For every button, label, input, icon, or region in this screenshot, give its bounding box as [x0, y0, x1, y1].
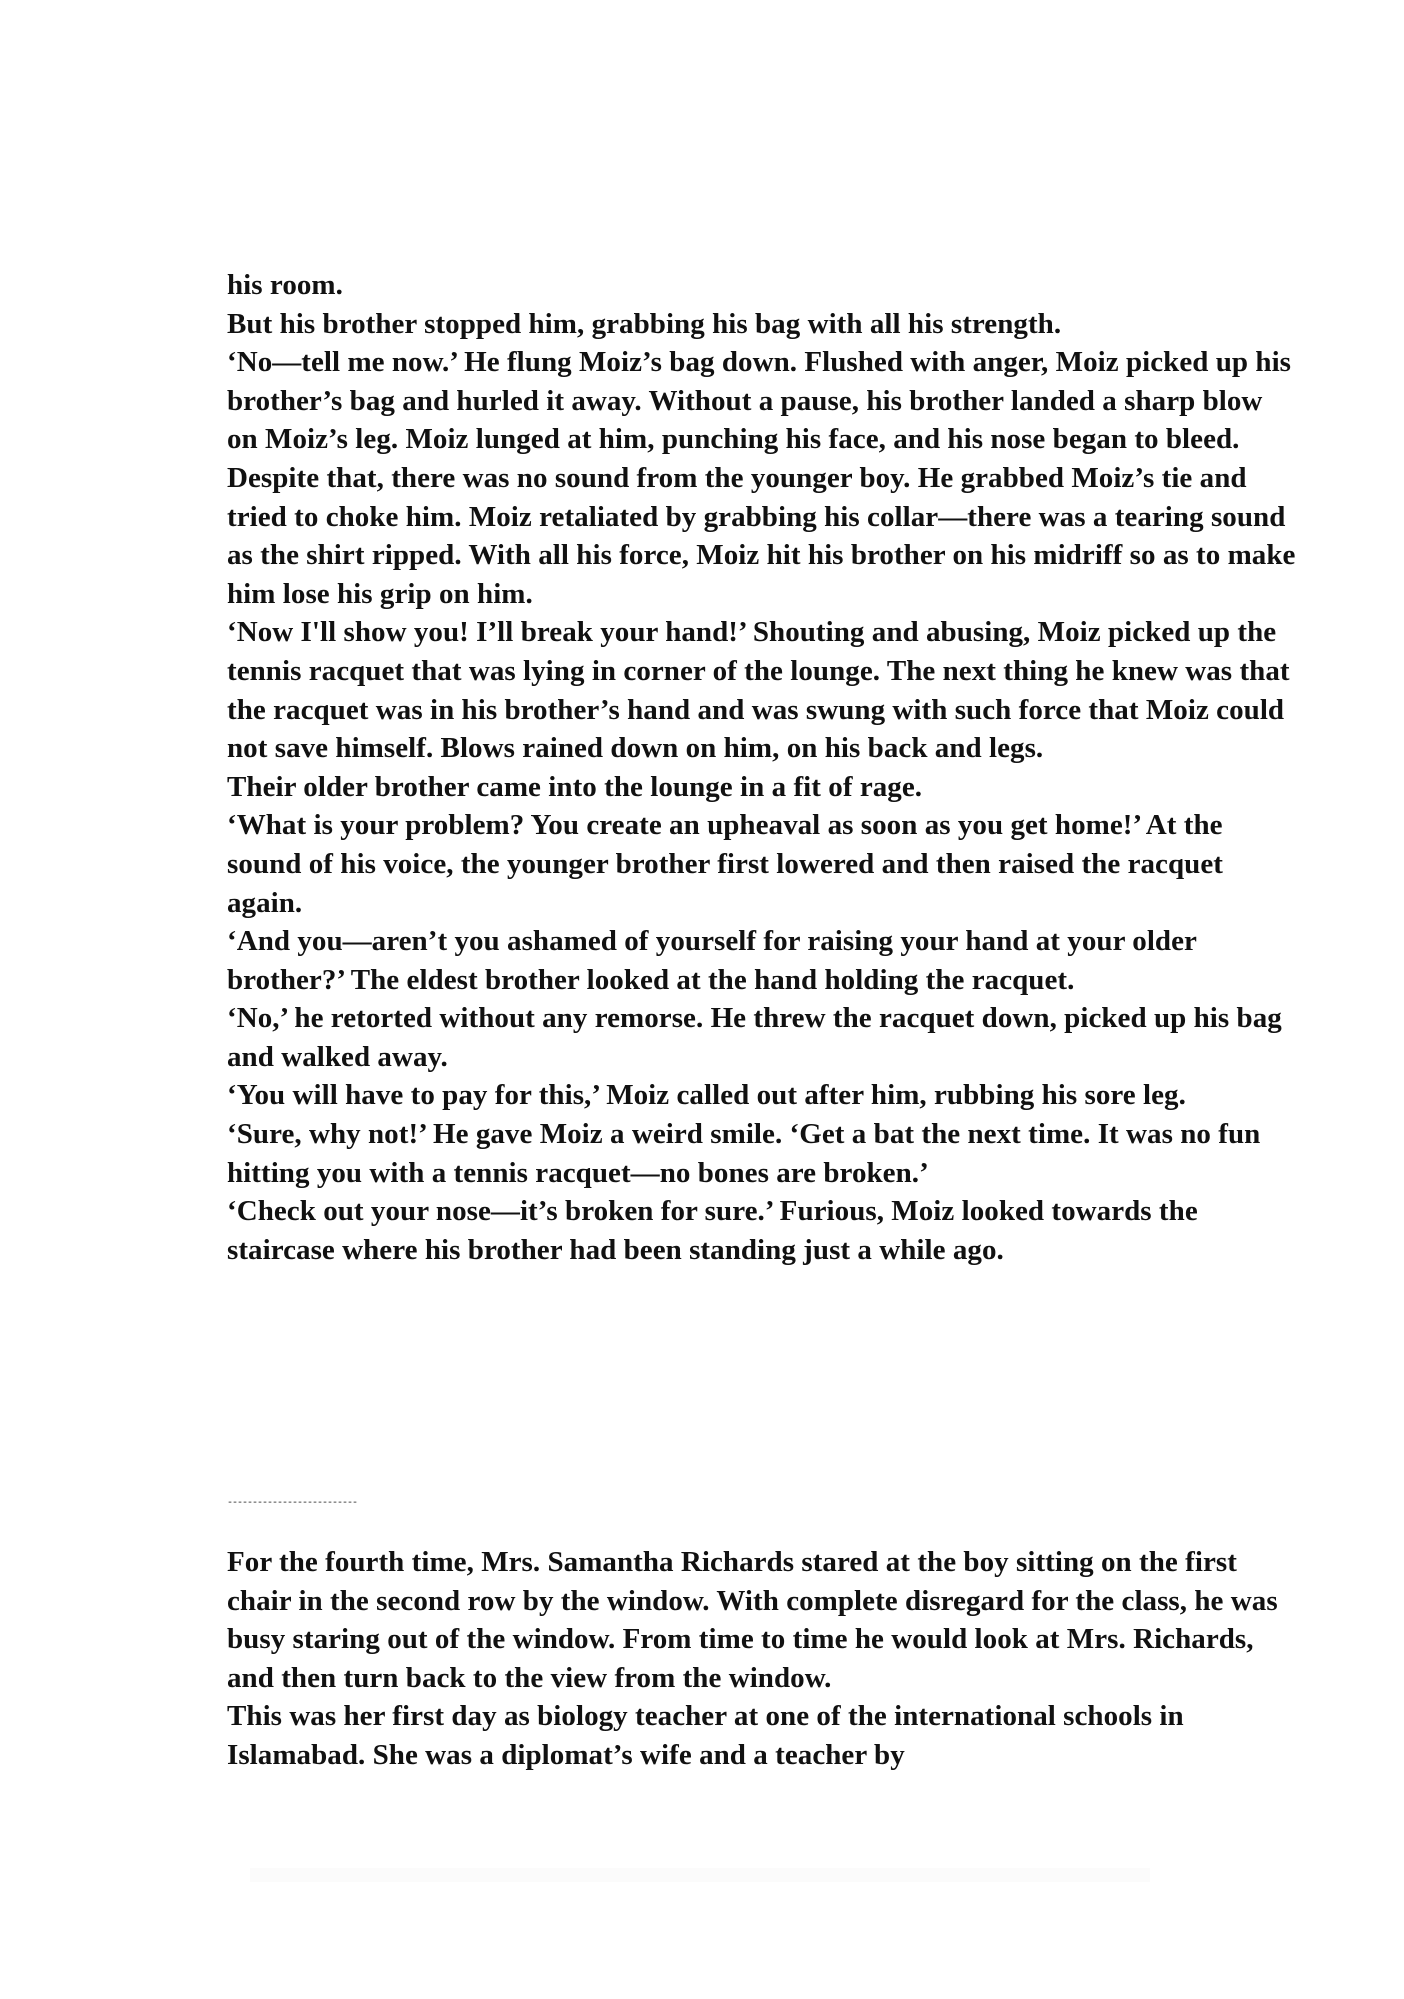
paragraph: ‘Sure, why not!’ He gave Moiz a weird smile. ‘Get a bat the next time. It was no fun hitting you with a tennis racquet—no bones are broken.’ [227, 1118, 1261, 1189]
paragraph: ‘No—tell me now.’ He flung Moiz’s bag down. Flushed with anger, Moiz picked up his brother’s bag and hurled it away. Without a pause, his brother landed a sharp blow on Moiz’s leg. Moiz lunged at him, punching his face, and his nose began to bleed. Despite that, there was no sound from the younger boy. He grabbed Moiz’s tie and tried to choke him. Moiz retaliated by grabbing his collar—there was a tearing sound as the shirt ripped. With all his force, Moiz hit his brother on his midriff so as to make him lose his grip on him. [227, 346, 1296, 610]
paragraph: ‘No,’ he retorted without any remorse. He threw the racquet down, picked up his bag and walked away. [227, 1002, 1282, 1073]
paragraph: Their older brother came into the lounge in a fit of rage. [227, 770, 923, 803]
scan-artifact [250, 1868, 1150, 1882]
story-section-two [227, 1543, 1297, 1775]
paragraph: ‘You will have to pay for this,’ Moiz called out after him, rubbing his sore leg. [227, 1079, 1186, 1112]
paragraph: his room. [227, 269, 343, 301]
paragraph: ‘Now I'll show you! I’ll break your hand!’ Shouting and abusing, Moiz picked up the tennis racquet that was lying in corner of the lounge. The next thing he knew was that the racquet was in his brother’s hand and was swung with such force that Moiz could not save himself. Blows rained down on him, on his back and legs. [227, 616, 1290, 765]
section-separator: -------------------------- [227, 1498, 358, 1509]
paragraph: ‘And you—aren’t you ashamed of yourself for raising your hand at your older brother?’ The eldest brother looked at the hand holding the racquet. [227, 925, 1197, 996]
paragraph: But his brother stopped him, grabbing his bag with all his strength. [227, 307, 1062, 340]
paragraph: ‘What is your problem? You create an upheaval as soon as you get home!’ At the sound of his voice, the younger brother first lowered and then raised the racquet again. [227, 809, 1223, 919]
paragraph: For the fourth time, Mrs. Samantha Richards stared at the boy sitting on the first chair in the second row by the window. With complete disregard for the class, he was busy staring out of the window. From time to time he would look at Mrs. Richards, and then turn back to the view from the window. [227, 1546, 1278, 1694]
paragraph: ‘Check out your nose—it’s broken for sure.’ Furious, Moiz looked towards the staircase where his brother had been standing just a while ago. [227, 1195, 1198, 1266]
story-section-one [227, 266, 1297, 1269]
paragraph: This was her first day as biology teacher at one of the international schools in Islamabad. She was a diplomat’s wife and a teacher by [227, 1700, 1184, 1771]
